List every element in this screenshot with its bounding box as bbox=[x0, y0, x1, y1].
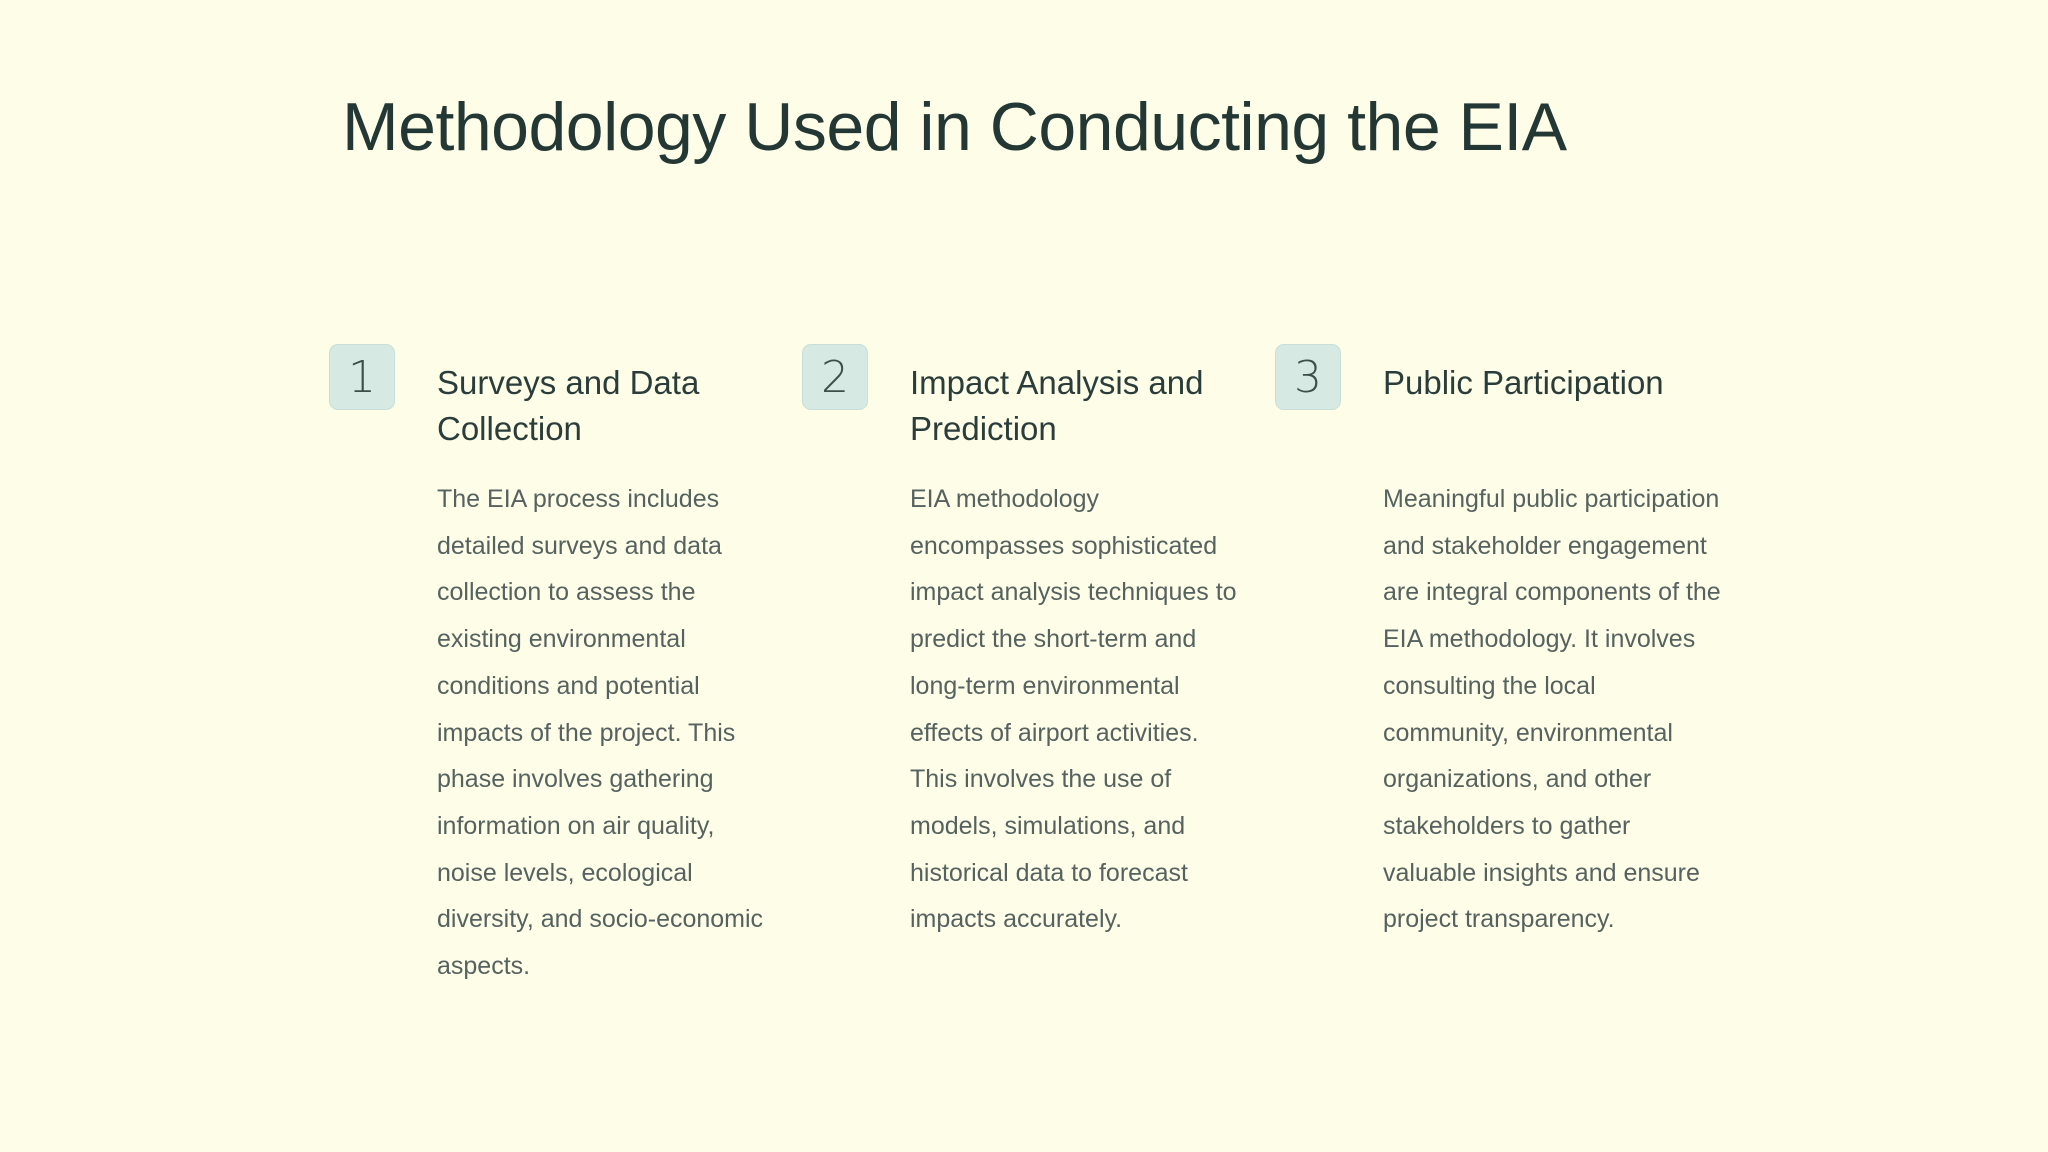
step-heading: Impact Analysis and Prediction bbox=[910, 364, 1204, 447]
step-description: The EIA process includes detailed surveys and data collection to assess the existing environmental conditions and potential impacts of the project. This phase involves gathering information on air quality, noise levels, ecological diversity, and socio-economic aspects. bbox=[437, 485, 764, 981]
step-description: EIA methodology encompasses sophisticated impact analysis techniques to predict the short-term and long-term environmental effects of airport activities. This involves the use of models, simulations, and historical data to forecast impacts accurately. bbox=[910, 485, 1237, 934]
step-heading: Surveys and Data Collection bbox=[437, 364, 700, 447]
step-number-badge: 3 bbox=[1275, 344, 1341, 410]
step-heading: Public Participation bbox=[1383, 364, 1664, 401]
step-number-badge: 1 bbox=[329, 344, 395, 410]
step-description: Meaningful public participation and stakeholder engagement are integral components of the EIA methodology. It involves consulting the local community, environmental organizations, and other stakeholders to gather valuable insights and ensure project transparency. bbox=[1383, 485, 1721, 934]
step-number-badge: 2 bbox=[802, 344, 868, 410]
slide-title: Methodology Used in Conducting the EIA bbox=[342, 89, 1567, 165]
